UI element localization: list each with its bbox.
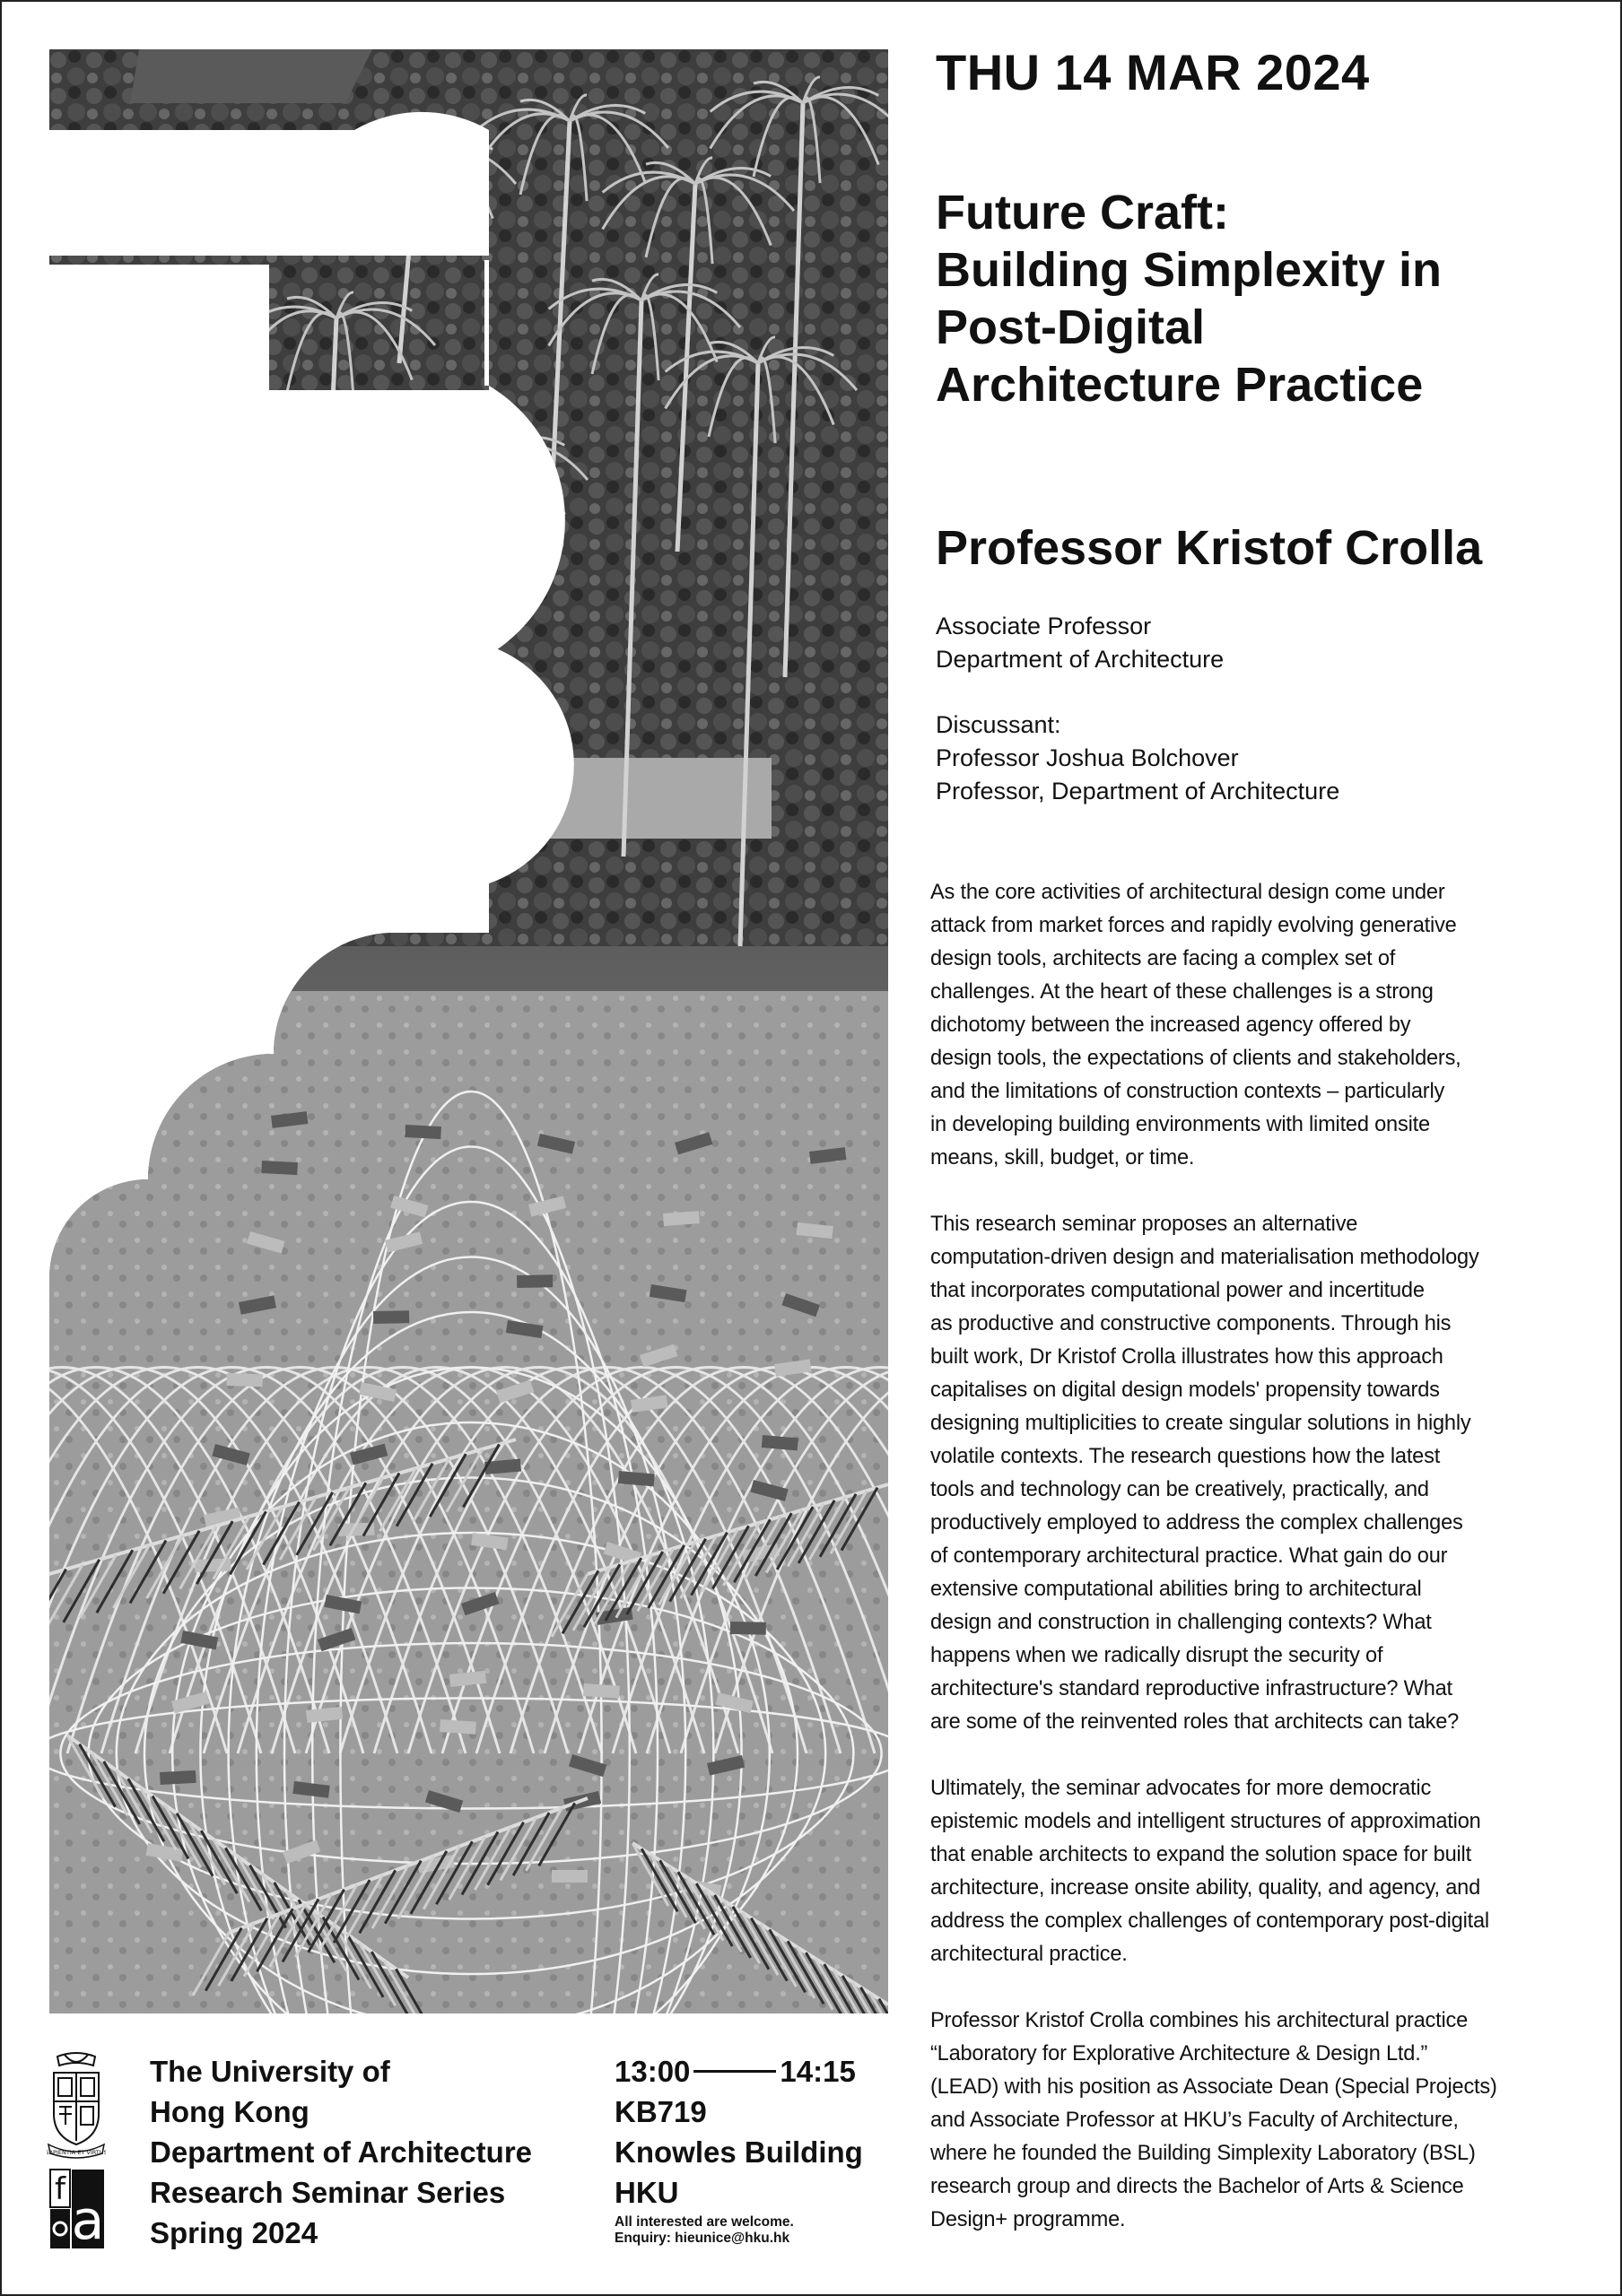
organiser-line: Research Seminar Series <box>150 2176 506 2209</box>
text-line: are some of the reinvented roles that architects can take? <box>930 1710 1460 1734</box>
fa-logo-letter-a: a <box>71 2189 105 2249</box>
title-line: Building Simplexity in <box>936 243 1443 297</box>
text-line: tools and technology can be creatively, practically, and <box>930 1478 1429 1501</box>
text-line: extensive computational abilities bring to architectural <box>930 1578 1422 1601</box>
abstract-text <box>930 876 1585 2270</box>
text-line: computation-driven design and materialisation methodology <box>930 1246 1479 1269</box>
text-line: design tools, the expectations of clients and stakeholders, <box>930 1047 1461 1070</box>
text-line: that enable architects to expand the solution space for built <box>930 1843 1471 1866</box>
title-line: Post-Digital <box>936 300 1206 354</box>
text-line: that incorporates computational power and incertitude <box>930 1279 1425 1302</box>
welcome-note: All interested are welcome. <box>615 2214 794 2230</box>
event-campus: HKU <box>615 2176 679 2209</box>
text-line: where he founded the Building Simplexity Laboratory (BSL) <box>930 2142 1476 2165</box>
text-line: research group and directs the Bachelor of Arts & Science <box>930 2175 1464 2198</box>
organiser-line: The University of <box>150 2055 390 2088</box>
title-line: Architecture Practice <box>936 358 1424 412</box>
text-line: (LEAD) with his position as Associate Dean (Special Projects) <box>930 2075 1497 2099</box>
event-details <box>615 2051 863 2247</box>
text-line: Ultimately, the seminar advocates for more democratic <box>930 1777 1432 1800</box>
university-crest-icon <box>47 2051 106 2159</box>
text-line: This research seminar proposes an alternative <box>930 1213 1358 1236</box>
text-line: dichotomy between the increased agency offered by <box>930 1013 1411 1037</box>
text-line: means, skill, budget, or time. <box>930 1146 1195 1170</box>
discussant-line: Professor, Department of Architecture <box>936 778 1340 804</box>
discussant-block <box>936 709 1339 808</box>
text-line: As the core activities of architectural design come under <box>930 881 1445 904</box>
enquiry-email: Enquiry: hieunice@hku.hk <box>615 2231 790 2246</box>
abstract-paragraph <box>930 1208 1585 1739</box>
text-line: architecture's standard reproductive infrastructure? What <box>930 1677 1452 1700</box>
text-line: Design+ programme. <box>930 2208 1126 2231</box>
organiser-line: Spring 2024 <box>150 2216 318 2249</box>
crest-motto: SAPIENTIA ET VIRTUS <box>47 2149 106 2156</box>
discussant-label: Discussant: <box>936 711 1061 738</box>
text-line: challenges. At the heart of these challenges is a strong <box>930 980 1434 1004</box>
event-date: THU 14 MAR 2024 <box>936 44 1370 100</box>
organiser-line: Hong Kong <box>150 2095 310 2128</box>
organiser-block <box>150 2051 532 2253</box>
text-line: and Associate Professor at HKU’s Faculty of Architecture, <box>930 2109 1459 2132</box>
time-dash <box>693 2070 776 2073</box>
time-end: 14:15 <box>780 2055 856 2088</box>
text-line: designing multiplicities to create singular solutions in highly <box>930 1412 1471 1435</box>
text-line: volatile contexts. The research questions how the latest <box>930 1445 1441 1468</box>
text-line: happens when we radically disrupt the security of <box>930 1644 1383 1667</box>
bamboo-structure-photo <box>49 49 888 2013</box>
text-line: productively employed to address the complex challenges <box>930 1511 1463 1535</box>
faculty-fa-logo-icon <box>49 2169 105 2249</box>
abstract-paragraph <box>930 876 1585 1175</box>
text-line: capitalises on digital design models' propensity towards <box>930 1378 1440 1402</box>
text-line: and the limitations of construction contexts – particularly <box>930 1080 1445 1103</box>
speaker-role <box>936 610 1224 676</box>
discussant-line: Professor Joshua Bolchover <box>936 744 1239 771</box>
fa-logo-letter-f: f <box>55 2171 65 2207</box>
event-building: Knowles Building <box>615 2135 863 2169</box>
text-line: design and construction in challenging contexts? What <box>930 1611 1432 1634</box>
text-line: design tools, architects are facing a complex set of <box>930 947 1396 970</box>
time-start: 13:00 <box>615 2055 691 2088</box>
event-room: KB719 <box>615 2095 707 2128</box>
text-line: “Laboratory for Explorative Architecture & Design Ltd.” <box>930 2042 1428 2066</box>
text-line: architecture, increase onsite ability, quality, and agency, and <box>930 1876 1480 1900</box>
text-line: address the complex challenges of contemporary post-digital <box>930 1909 1489 1933</box>
event-time <box>615 2051 863 2092</box>
bio-paragraph <box>930 2005 1585 2237</box>
text-line: epistemic models and intelligent structures of approximation <box>930 1810 1481 1833</box>
text-line: of contemporary architectural practice. What gain do our <box>930 1544 1448 1568</box>
text-line: architectural practice. <box>930 1943 1128 1966</box>
speaker-role-line: Associate Professor <box>936 613 1152 639</box>
speaker-role-line: Department of Architecture <box>936 646 1225 673</box>
abstract-paragraph <box>930 1772 1585 1971</box>
text-line: as productive and constructive components. Through his <box>930 1312 1452 1335</box>
seminar-title <box>936 184 1564 413</box>
text-line: in developing building environments with limited onsite <box>930 1113 1430 1136</box>
text-line: attack from market forces and rapidly evolving generative <box>930 914 1457 937</box>
text-line: built work, Dr Kristof Crolla illustrates how this approach <box>930 1345 1443 1369</box>
title-line: Future Craft: <box>936 186 1229 239</box>
text-line: Professor Kristof Crolla combines his architectural practice <box>930 2009 1469 2032</box>
organiser-line: Department of Architecture <box>150 2135 533 2169</box>
speaker-name: Professor Kristof Crolla <box>936 521 1483 575</box>
